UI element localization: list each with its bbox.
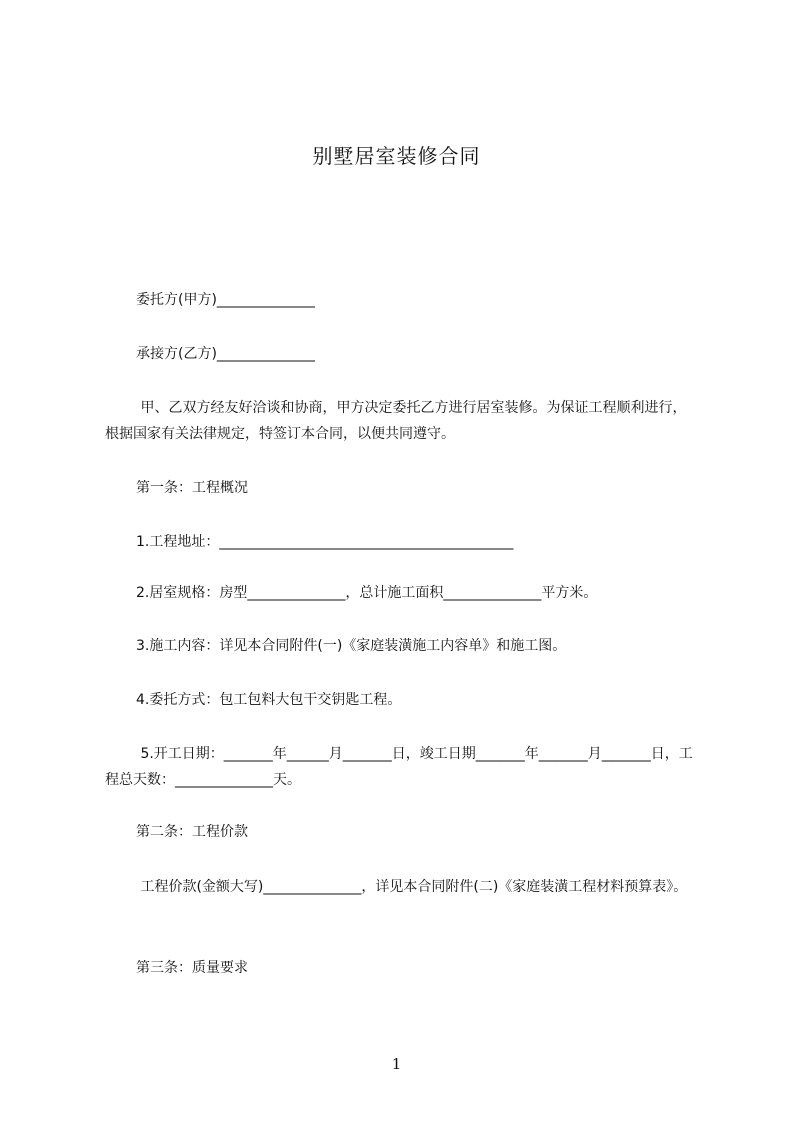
article-3-heading: 第三条：质量要求 (136, 960, 248, 976)
project-address-line: 1.工程地址：__________________________________________ (136, 534, 514, 550)
preamble-paragraph: 甲、乙双方经友好洽谈和协商，甲方决定委托乙方进行居室装修。为保证工程顺利进行，根据国家有关法律规定，特签订本合同，以便共同遵守。 (105, 400, 687, 442)
party-a-line: 委托方(甲方)______________ (136, 292, 315, 308)
construction-content-line: 3.施工内容：详见本合同附件(一)《家庭装潢施工内容单》和施工图。 (136, 638, 567, 654)
schedule-paragraph: 5.开工日期：_______年______月_______日，竣工日期_______年_______月_______日，工程总天数：______________天。 (105, 746, 693, 788)
price-paragraph: 工程价款(金额大写)______________，详见本合同附件(二)《家庭装潢工程材料预算表》。 (136, 879, 688, 895)
party-b-line: 承接方(乙方)______________ (136, 346, 315, 362)
commission-method-line: 4.委托方式：包工包料大包干交钥匙工程。 (136, 692, 402, 708)
article-2-heading: 第二条：工程价款 (136, 824, 248, 840)
page-number: 1 (391, 1055, 402, 1073)
article-1-heading: 第一条：工程概况 (136, 480, 248, 496)
document-title: 别墅居室装修合同 (312, 144, 481, 168)
room-spec-line: 2.居室规格：房型______________，总计施工面积______________平方米。 (136, 585, 598, 601)
